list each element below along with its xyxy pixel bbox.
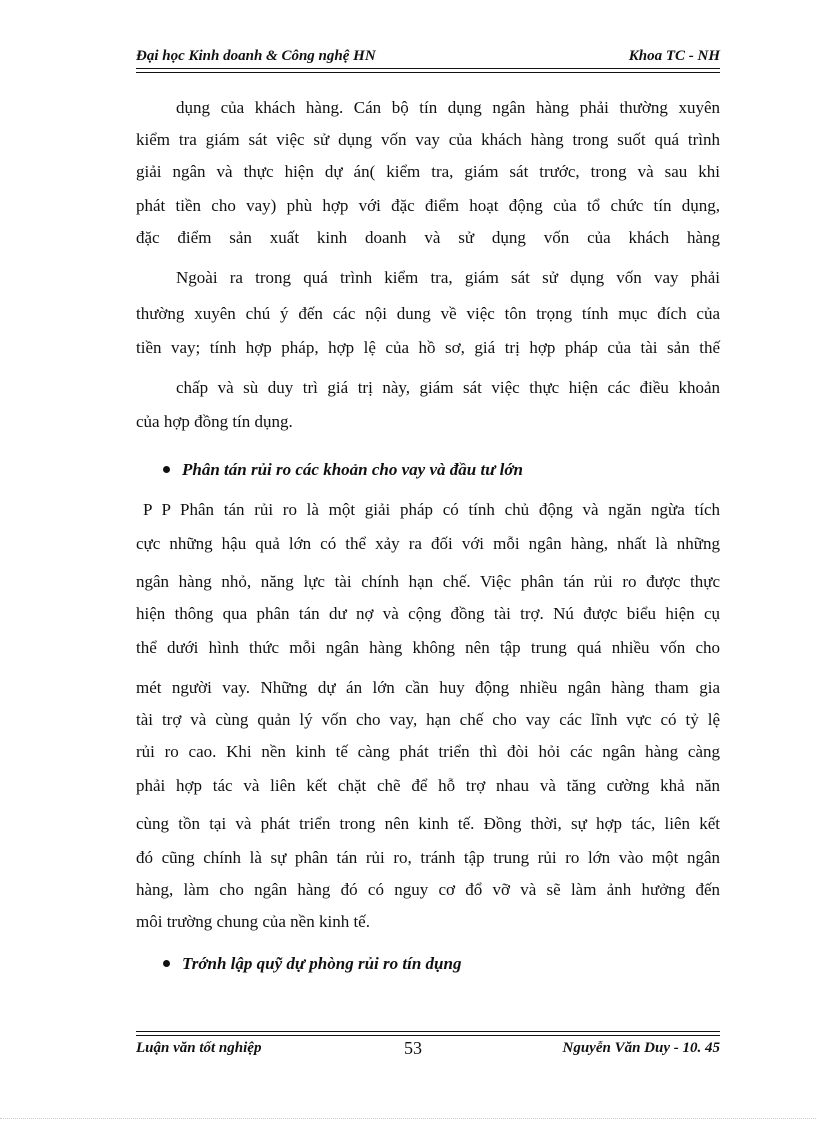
body-line: hiện thông qua phân tán dư nợ và cộng đồng tài trợ. Nú được biểu hiện cụ (136, 604, 720, 623)
body-line: của hợp đồng tín dụng. (136, 412, 293, 431)
body-line: cực những hậu quả lớn có thể xảy ra đối với mỗi ngân hàng, nhất là những (136, 534, 720, 553)
body-line: đặc điểm sản xuất kinh doanh và sử dụng vốn của khách hàng (136, 228, 720, 247)
body-line: chấp và sù duy trì giá trị này, giám sát việc thực hiện các điều khoản (176, 378, 720, 397)
body-line: thể dưới hình thức mỗi ngân hàng không nên tập trung quá nhiều vốn cho (136, 638, 720, 657)
header-rule (136, 68, 720, 73)
footer-rule (136, 1031, 720, 1036)
body-line: phải hợp tác và liên kết chặt chẽ để hỗ trợ nhau và tăng cường khả năn (136, 776, 720, 795)
footer-left: Luận văn tốt nghiệp (136, 1040, 262, 1056)
footer-right: Nguyễn Văn Duy - 10. 45 (562, 1040, 720, 1056)
body-line: tiền vay; tính hợp pháp, hợp lệ của hồ sơ, giá trị hợp pháp của tài sản thế (136, 338, 720, 357)
body-line: phát tiền cho vay) phù hợp với đặc điểm hoạt động của tổ chức tín dụng, (136, 196, 720, 215)
body-line: đó cũng chính là sự phân tán rủi ro, tránh tập trung rủi ro lớn vào một ngân (136, 848, 720, 867)
body-line: cùng tồn tại và phát triển trong nên kinh tế. Đồng thời, sự hợp tác, liên kết (136, 814, 720, 833)
body-line: kiểm tra giám sát việc sử dụng vốn vay của khách hàng trong suốt quá trình (136, 130, 720, 149)
body-line: giải ngân và thực hiện dự án( kiểm tra, giám sát trước, trong và sau khi (136, 162, 720, 181)
page-number: 53 (404, 1038, 422, 1058)
bullet-text: Trớnh lập quỹ dự phòng rủi ro tín dụng (182, 954, 462, 973)
page-header (136, 46, 720, 68)
body-line: tài trợ và cùng quản lý vốn cho vay, hạn chế cho vay các lĩnh vực có tỷ lệ (136, 710, 720, 729)
body-line: ngân hàng nhỏ, năng lực tài chính hạn chế. Việc phân tán rủi ro được thực (136, 572, 720, 591)
body-line: hàng, làm cho ngân hàng đó có nguy cơ đổ vỡ và sẽ làm ảnh hưởng đến (136, 880, 720, 899)
page-edge (0, 1118, 816, 1119)
body-line: mét người vay. Những dự án lớn cần huy động nhiều ngân hàng tham gia (136, 678, 720, 697)
body-line: dụng của khách hàng. Cán bộ tín dụng ngân hàng phải thường xuyên (176, 98, 720, 117)
bullet-heading (163, 952, 461, 976)
body-line: Ngoài ra trong quá trình kiểm tra, giám sát sử dụng vốn vay phải (176, 268, 720, 287)
bullet-heading (163, 458, 523, 482)
body-line: thường xuyên chú ý đến các nội dung về việc tôn trọng tính mục đích của (136, 304, 720, 323)
body-line: môi trường chung của nền kinh tế. (136, 912, 370, 931)
bullet-dot-icon (163, 960, 170, 967)
header-right: Khoa TC - NH (628, 48, 720, 64)
body-line: rủi ro cao. Khi nền kinh tế càng phát triển thì đòi hỏi các ngân hàng càng (136, 742, 720, 761)
body-line: P P Phân tán rủi ro là một giải pháp có tính chủ động và ngăn ngừa tích (143, 500, 720, 519)
bullet-dot-icon (163, 466, 170, 473)
bullet-text: Phân tán rủi ro các khoản cho vay và đầu tư lớn (182, 460, 523, 479)
header-left: Đại học Kinh doanh & Công nghệ HN (136, 48, 376, 64)
